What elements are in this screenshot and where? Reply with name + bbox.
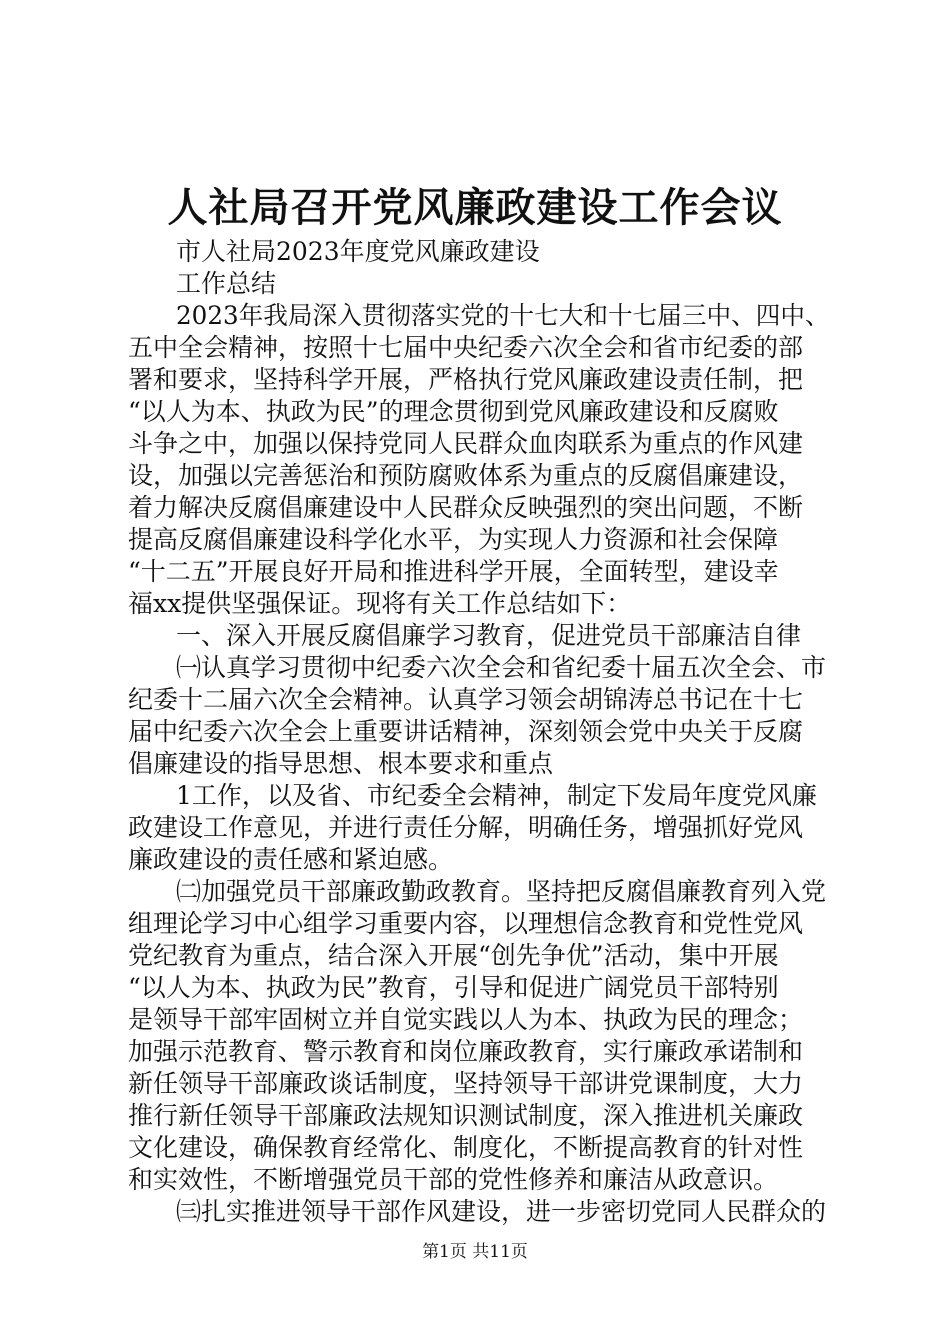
subtitle-line-1: 市人社局2023年度党风廉政建设 xyxy=(176,237,540,266)
body-line: 新任领导干部廉政谈话制度，坚持领导干部讲党课制度，大力 xyxy=(128,1069,804,1098)
body-line: “以人为本、执政为民”的理念贯彻到党风廉政建设和反腐败 xyxy=(128,397,779,426)
body-line: 是领导干部牢固树立并自觉实践以人为本、执政为民的理念； xyxy=(128,1005,804,1034)
body-line: 2023年我局深入贯彻落实党的十七大和十七届三中、四中、 xyxy=(176,301,830,330)
body-line: 加强示范教育、警示教育和岗位廉政教育，实行廉政承诺制和 xyxy=(128,1037,804,1066)
section-heading: 一、深入开展反腐倡廉学习教育，促进党员干部廉洁自律 xyxy=(176,621,802,650)
page-number-footer: 第1页 共11页 xyxy=(422,1242,528,1262)
body-line: ㈡加强党员干部廉政勤政教育。坚持把反腐倡廉教育列入党 xyxy=(176,877,827,906)
subtitle-line-2: 工作总结 xyxy=(176,269,277,298)
body-line: ㈢扎实推进领导干部作风建设，进一步密切党同人民群众的 xyxy=(176,1197,827,1226)
body-line: 署和要求，坚持科学开展，严格执行党风廉政建设责任制，把 xyxy=(128,365,804,394)
body-line: 党纪教育为重点，结合深入开展“创先争优”活动，集中开展 xyxy=(128,941,779,970)
body-line: 文化建设，确保教育经常化、制度化，不断提高教育的针对性 xyxy=(128,1133,804,1162)
body-line: 和实效性，不断增强党员干部的党性修养和廉洁从政意识。 xyxy=(128,1165,779,1194)
body-line: 着力解决反腐倡廉建设中人民群众反映强烈的突出问题，不断 xyxy=(128,493,804,522)
body-line: 设，加强以完善惩治和预防腐败体系为重点的反腐倡廉建设， xyxy=(128,461,804,490)
body-line: ㈠认真学习贯彻中纪委六次全会和省纪委十届五次全会、市 xyxy=(176,653,827,682)
body-line: 政建设工作意见，并进行责任分解，明确任务，增强抓好党风 xyxy=(128,813,804,842)
body-line: 组理论学习中心组学习重要内容，以理想信念教育和党性党风 xyxy=(128,909,804,938)
body-line: 推行新任领导干部廉政法规知识测试制度，深入推进机关廉政 xyxy=(128,1101,804,1130)
body-line: “以人为本、执政为民”教育，引导和促进广阔党员干部特别 xyxy=(128,973,779,1002)
body-line: 纪委十二届六次全会精神。认真学习领会胡锦涛总书记在十七 xyxy=(128,685,804,714)
body-line: 五中全会精神，按照十七届中央纪委六次全会和省市纪委的部 xyxy=(128,333,804,362)
body-line: 廉政建设的责任感和紧迫感。 xyxy=(128,845,454,874)
body-line: 1工作，以及省、市纪委全会精神，制定下发局年度党风廉 xyxy=(176,781,817,810)
body-line: 倡廉建设的指导思想、根本要求和重点 xyxy=(128,749,554,778)
body-line: “十二五”开展良好开局和推进科学开展，全面转型，建设幸 xyxy=(128,557,779,586)
body-line: 福xx提供坚强保证。现将有关工作总结如下： xyxy=(128,589,632,618)
body-line: 届中纪委六次全会上重要讲话精神，深刻领会党中央关于反腐 xyxy=(128,717,804,746)
body-line: 斗争之中，加强以保持党同人民群众血肉联系为重点的作风建 xyxy=(128,429,804,458)
body-line: 提高反腐倡廉建设科学化水平，为实现人力资源和社会保障 xyxy=(128,525,779,554)
document-title: 人社局召开党风廉政建设工作会议 xyxy=(167,184,783,231)
